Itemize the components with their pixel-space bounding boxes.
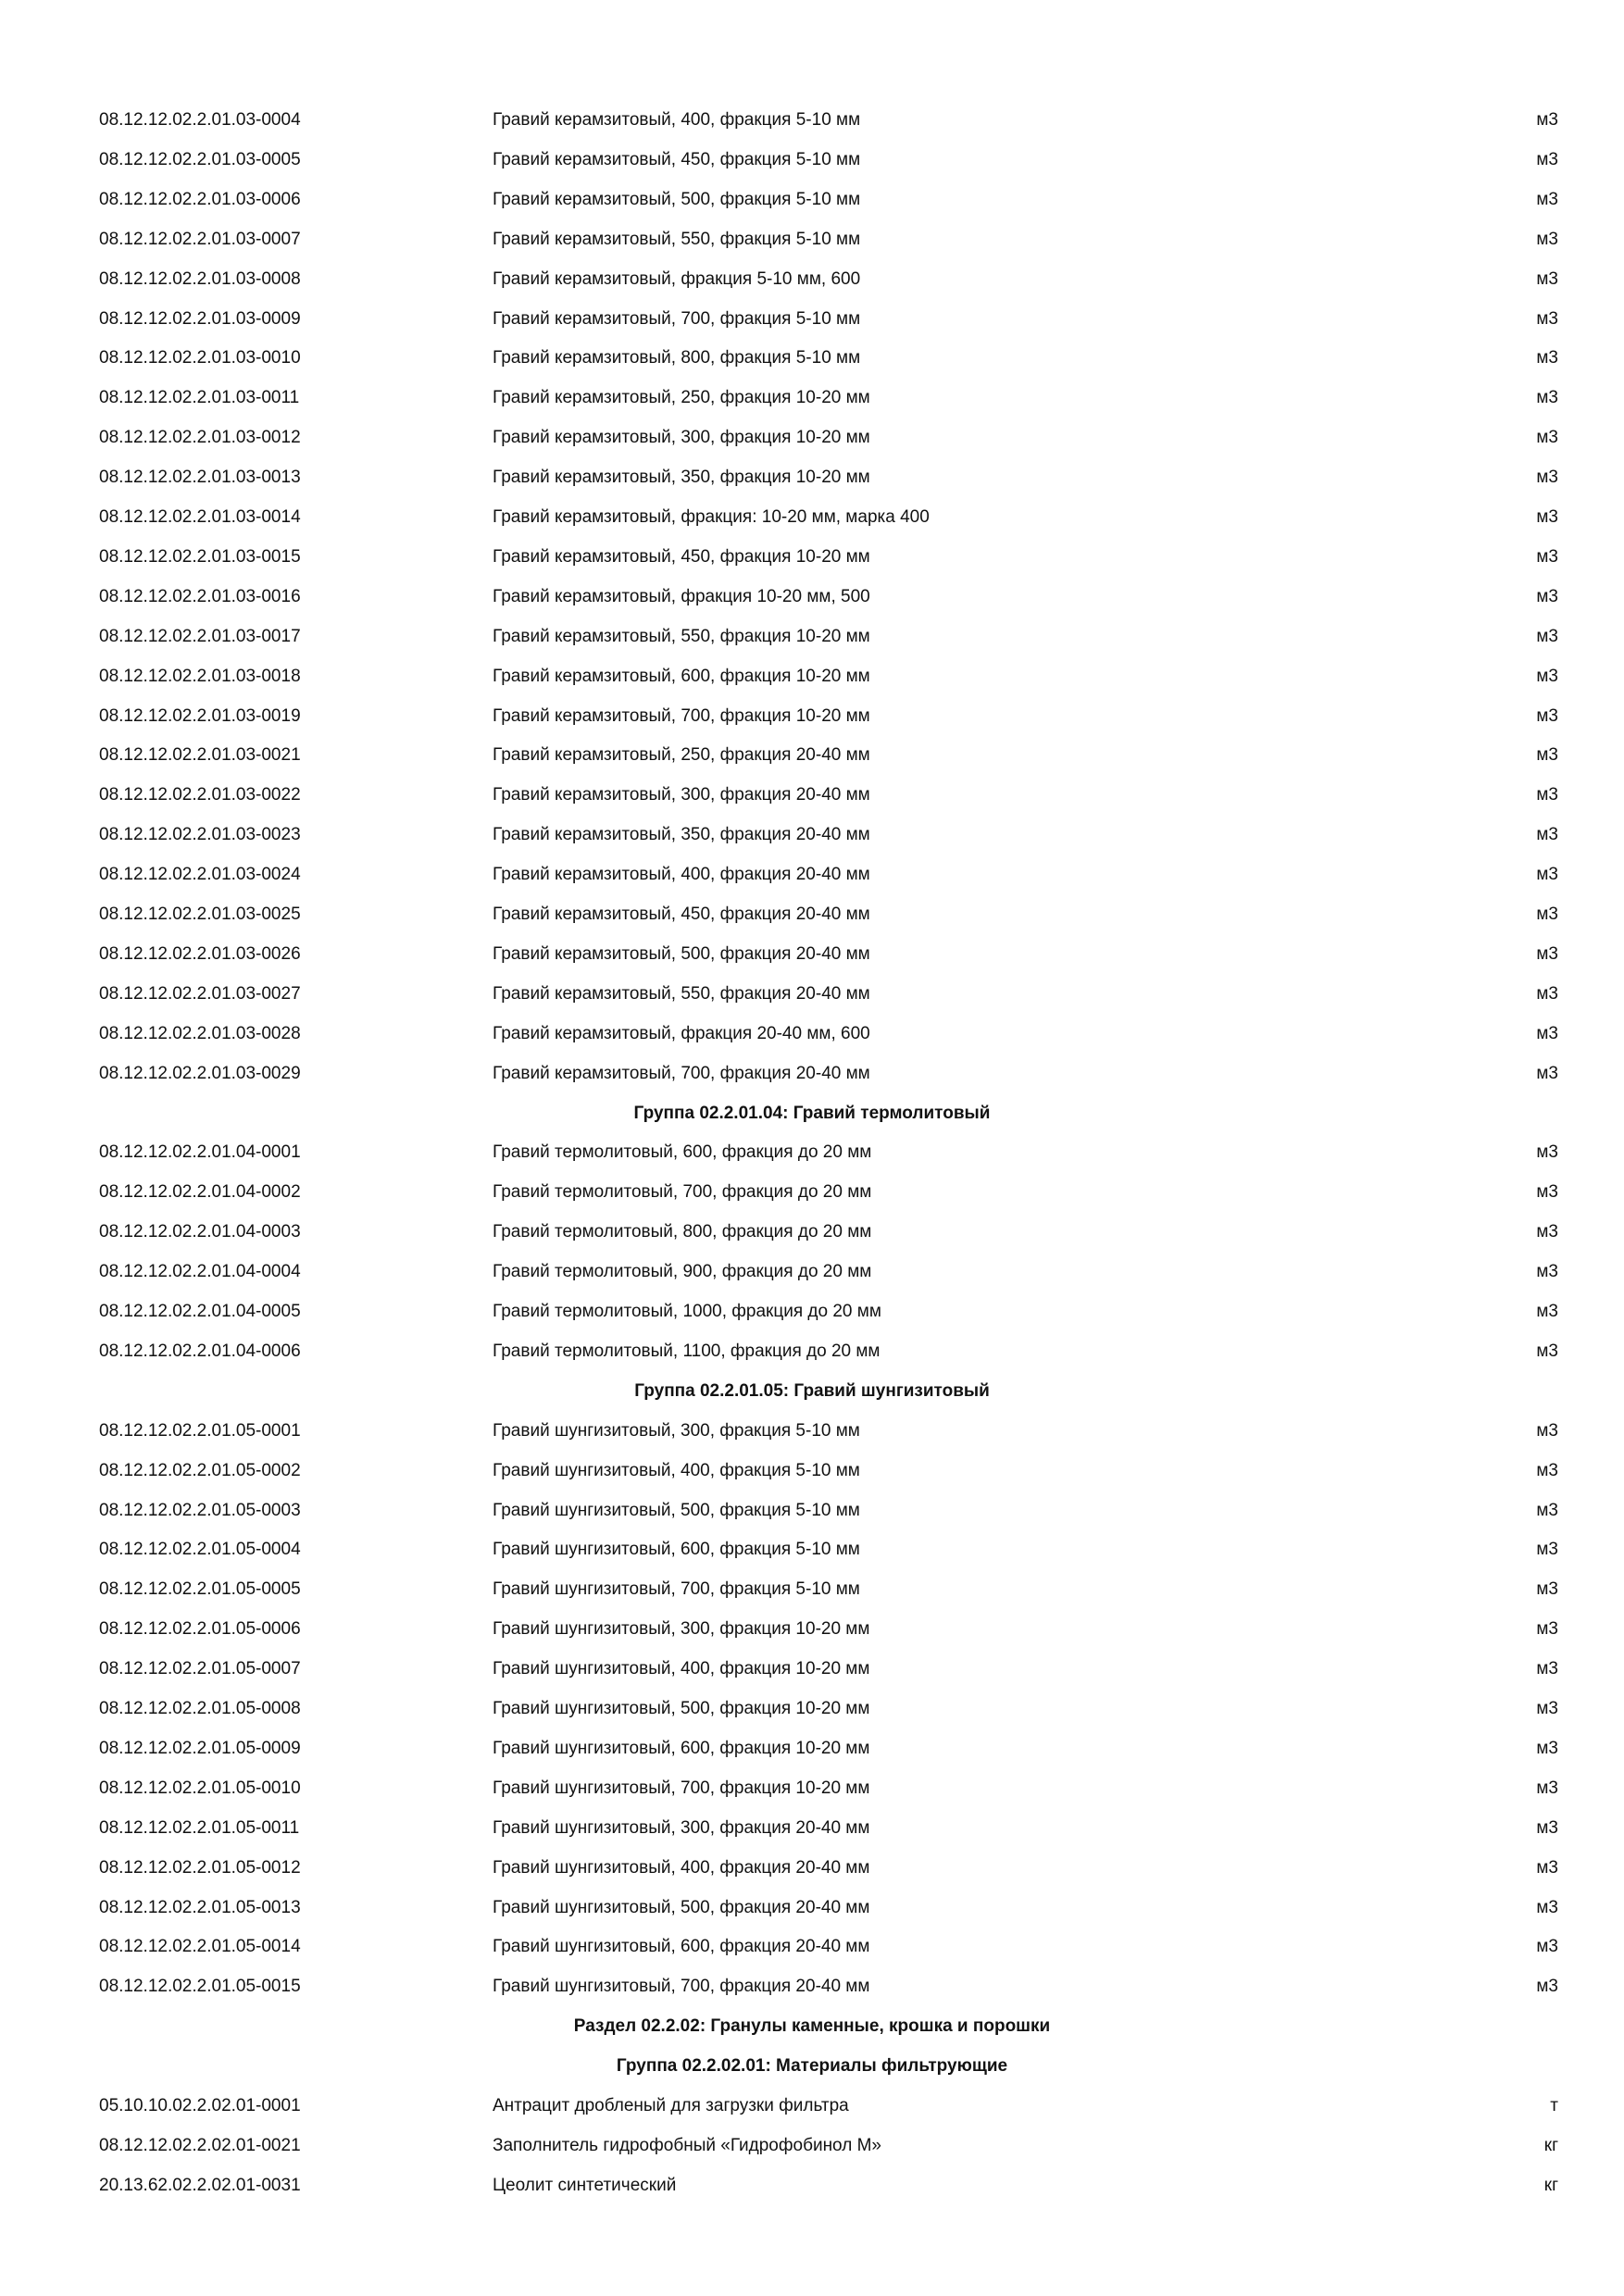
material-row bbox=[0, 140, 1624, 180]
material-code: 08.12.12.02.2.01.05-0010 bbox=[99, 1778, 301, 1798]
material-name: Гравий керамзитовый, 700, фракция 5-10 мм bbox=[493, 309, 861, 329]
material-name: Гравий керамзитовый, фракция 20-40 мм, 600 bbox=[493, 1024, 870, 1043]
material-row bbox=[0, 338, 1624, 378]
material-code: 08.12.12.02.2.01.03-0025 bbox=[99, 905, 301, 924]
material-unit: м3 bbox=[1536, 745, 1558, 765]
material-row bbox=[0, 2165, 1624, 2205]
material-unit: м3 bbox=[1536, 706, 1558, 726]
material-name: Гравий керамзитовый, 800, фракция 5-10 мм bbox=[493, 348, 861, 368]
material-row bbox=[0, 1609, 1624, 1649]
material-name: Гравий керамзитовый, 250, фракция 20-40 мм bbox=[493, 745, 870, 765]
material-code: 08.12.12.02.2.01.03-0009 bbox=[99, 309, 301, 329]
material-name: Гравий термолитовый, 1100, фракция до 20 мм bbox=[493, 1341, 881, 1361]
material-row bbox=[0, 1768, 1624, 1808]
material-row bbox=[0, 577, 1624, 617]
material-code: 08.12.12.02.2.01.05-0013 bbox=[99, 1898, 301, 1917]
material-name: Гравий керамзитовый, 400, фракция 5-10 мм bbox=[493, 110, 861, 130]
material-row bbox=[0, 378, 1624, 418]
material-row bbox=[0, 1927, 1624, 1966]
material-code: 08.12.12.02.2.01.03-0007 bbox=[99, 230, 301, 249]
material-name: Гравий термолитовый, 1000, фракция до 20 мм bbox=[493, 1302, 881, 1321]
material-code: 08.12.12.02.2.01.03-0015 bbox=[99, 547, 301, 567]
material-unit: м3 bbox=[1536, 1699, 1558, 1718]
material-name: Гравий керамзитовый, фракция 10-20 мм, 500 bbox=[493, 587, 870, 606]
material-unit: м3 bbox=[1536, 1977, 1558, 1996]
material-name: Гравий керамзитовый, 400, фракция 20-40 мм bbox=[493, 865, 870, 884]
material-unit: м3 bbox=[1536, 507, 1558, 527]
material-name: Гравий термолитовый, 900, фракция до 20 мм bbox=[493, 1262, 872, 1281]
material-row bbox=[0, 457, 1624, 497]
material-row bbox=[0, 1014, 1624, 1054]
material-name: Гравий шунгизитовый, 700, фракция 10-20 мм bbox=[493, 1778, 870, 1798]
material-name: Гравий шунгизитовый, 600, фракция 5-10 мм bbox=[493, 1540, 860, 1559]
material-name: Гравий керамзитовый, 500, фракция 5-10 мм bbox=[493, 190, 861, 209]
material-row bbox=[0, 735, 1624, 775]
material-row bbox=[0, 1491, 1624, 1530]
material-unit: м3 bbox=[1536, 547, 1558, 567]
material-unit: м3 bbox=[1536, 1659, 1558, 1678]
material-unit: м3 bbox=[1536, 667, 1558, 686]
material-unit: м3 bbox=[1536, 1064, 1558, 1083]
material-name: Гравий керамзитовый, 550, фракция 10-20 мм bbox=[493, 627, 870, 646]
material-code: 08.12.12.02.2.01.03-0023 bbox=[99, 825, 301, 844]
material-unit: м3 bbox=[1536, 1739, 1558, 1758]
material-name: Гравий шунгизитовый, 400, фракция 10-20 мм bbox=[493, 1659, 870, 1678]
material-unit: м3 bbox=[1536, 944, 1558, 964]
material-row bbox=[0, 537, 1624, 577]
material-row bbox=[0, 775, 1624, 815]
material-code: 08.12.12.02.2.01.03-0005 bbox=[99, 150, 301, 169]
material-code: 08.12.12.02.2.01.05-0007 bbox=[99, 1659, 301, 1678]
material-unit: м3 bbox=[1536, 627, 1558, 646]
material-code: 08.12.12.02.2.01.03-0027 bbox=[99, 984, 301, 1004]
material-unit: м3 bbox=[1536, 865, 1558, 884]
material-unit: м3 bbox=[1536, 1341, 1558, 1361]
material-code: 08.12.12.02.2.01.03-0019 bbox=[99, 706, 301, 726]
material-row bbox=[0, 1212, 1624, 1252]
material-name: Гравий шунгизитовый, 700, фракция 20-40 мм bbox=[493, 1977, 870, 1996]
material-code: 08.12.12.02.2.01.04-0001 bbox=[99, 1142, 301, 1162]
material-name: Гравий шунгизитовый, 600, фракция 20-40 мм bbox=[493, 1937, 870, 1956]
material-name: Гравий керамзитовый, фракция 5-10 мм, 600 bbox=[493, 269, 861, 289]
material-unit: м3 bbox=[1536, 785, 1558, 805]
material-code: 08.12.12.02.2.01.03-0008 bbox=[99, 269, 301, 289]
material-name: Гравий керамзитовый, 350, фракция 20-40 мм bbox=[493, 825, 870, 844]
material-name: Гравий шунгизитовый, 500, фракция 20-40 мм bbox=[493, 1898, 870, 1917]
material-code: 08.12.12.02.2.01.04-0003 bbox=[99, 1222, 301, 1242]
material-row bbox=[0, 180, 1624, 219]
group-heading: Группа 02.2.01.04: Гравий термолитовый bbox=[633, 1104, 991, 1123]
material-unit: м3 bbox=[1536, 1262, 1558, 1281]
material-row bbox=[0, 894, 1624, 934]
material-code: 08.12.12.02.2.01.03-0029 bbox=[99, 1064, 301, 1083]
material-name: Гравий шунгизитовый, 600, фракция 10-20 мм bbox=[493, 1739, 870, 1758]
material-name: Гравий шунгизитовый, 400, фракция 20-40 мм bbox=[493, 1858, 870, 1878]
material-code: 20.13.62.02.2.02.01-0031 bbox=[99, 2176, 301, 2195]
material-row bbox=[0, 855, 1624, 894]
material-unit: кг bbox=[1543, 2136, 1558, 2155]
material-code: 08.12.12.02.2.01.05-0002 bbox=[99, 1461, 301, 1480]
material-name: Гравий керамзитовый, 450, фракция 10-20 мм bbox=[493, 547, 870, 567]
material-row bbox=[0, 1172, 1624, 1212]
material-name: Гравий керамзитовый, 300, фракция 10-20 мм bbox=[493, 428, 870, 447]
material-code: 08.12.12.02.2.01.05-0009 bbox=[99, 1739, 301, 1758]
material-unit: м3 bbox=[1536, 1579, 1558, 1599]
material-unit: м3 bbox=[1536, 1619, 1558, 1639]
material-row bbox=[0, 1689, 1624, 1728]
material-code: 08.12.12.02.2.01.03-0021 bbox=[99, 745, 301, 765]
material-name: Гравий керамзитовый, 600, фракция 10-20 мм bbox=[493, 667, 870, 686]
material-name: Гравий шунгизитовый, 500, фракция 5-10 мм bbox=[493, 1501, 860, 1520]
material-row bbox=[0, 219, 1624, 259]
material-row bbox=[0, 1649, 1624, 1689]
material-unit: м3 bbox=[1536, 1182, 1558, 1202]
material-row bbox=[0, 418, 1624, 457]
material-unit: м3 bbox=[1536, 388, 1558, 407]
material-code: 08.12.12.02.2.01.05-0006 bbox=[99, 1619, 301, 1639]
material-code: 08.12.12.02.2.01.03-0022 bbox=[99, 785, 301, 805]
material-unit: м3 bbox=[1536, 1142, 1558, 1162]
material-code: 08.12.12.02.2.01.04-0002 bbox=[99, 1182, 301, 1202]
material-unit: т bbox=[1550, 2096, 1558, 2115]
material-row bbox=[0, 1808, 1624, 1848]
material-code: 08.12.12.02.2.01.05-0001 bbox=[99, 1421, 301, 1441]
material-code: 08.12.12.02.2.01.04-0006 bbox=[99, 1341, 301, 1361]
material-code: 08.12.12.02.2.01.05-0004 bbox=[99, 1540, 301, 1559]
material-unit: м3 bbox=[1536, 1302, 1558, 1321]
material-name: Гравий керамзитовый, 700, фракция 20-40 мм bbox=[493, 1064, 870, 1083]
material-row bbox=[0, 100, 1624, 140]
material-name: Гравий шунгизитовый, 700, фракция 5-10 мм bbox=[493, 1579, 860, 1599]
material-row bbox=[0, 974, 1624, 1014]
material-name: Гравий шунгизитовый, 400, фракция 5-10 мм bbox=[493, 1461, 860, 1480]
material-row bbox=[0, 1966, 1624, 2006]
material-unit: м3 bbox=[1536, 110, 1558, 130]
material-name: Гравий термолитовый, 700, фракция до 20 мм bbox=[493, 1182, 872, 1202]
material-unit: м3 bbox=[1536, 468, 1558, 487]
material-name: Гравий термолитовый, 800, фракция до 20 мм bbox=[493, 1222, 872, 1242]
material-unit: м3 bbox=[1536, 348, 1558, 368]
material-code: 08.12.12.02.2.01.03-0011 bbox=[99, 388, 300, 407]
material-name: Гравий керамзитовый, 500, фракция 20-40 мм bbox=[493, 944, 870, 964]
material-code: 08.12.12.02.2.01.03-0017 bbox=[99, 627, 301, 646]
material-unit: м3 bbox=[1536, 1421, 1558, 1441]
material-code: 05.10.10.02.2.02.01-0001 bbox=[99, 2096, 301, 2115]
material-unit: м3 bbox=[1536, 428, 1558, 447]
material-code: 08.12.12.02.2.01.04-0004 bbox=[99, 1262, 301, 1281]
material-row bbox=[0, 1848, 1624, 1888]
material-name: Антрацит дробленый для загрузки фильтра bbox=[493, 2096, 849, 2115]
material-unit: м3 bbox=[1536, 1024, 1558, 1043]
material-row bbox=[0, 1529, 1624, 1569]
material-row bbox=[0, 1569, 1624, 1609]
material-code: 08.12.12.02.2.01.05-0005 bbox=[99, 1579, 301, 1599]
material-row bbox=[0, 497, 1624, 537]
material-code: 08.12.12.02.2.01.05-0008 bbox=[99, 1699, 301, 1718]
material-code: 08.12.12.02.2.01.05-0014 bbox=[99, 1937, 301, 1956]
material-code: 08.12.12.02.2.01.05-0012 bbox=[99, 1858, 301, 1878]
material-code: 08.12.12.02.2.01.05-0003 bbox=[99, 1501, 301, 1520]
material-unit: м3 bbox=[1536, 230, 1558, 249]
material-code: 08.12.12.02.2.01.03-0010 bbox=[99, 348, 301, 368]
material-name: Гравий шунгизитовый, 300, фракция 5-10 мм bbox=[493, 1421, 860, 1441]
material-unit: м3 bbox=[1536, 1937, 1558, 1956]
material-unit: м3 bbox=[1536, 1461, 1558, 1480]
material-row bbox=[0, 1411, 1624, 1451]
material-row bbox=[0, 656, 1624, 696]
material-code: 08.12.12.02.2.02.01-0021 bbox=[99, 2136, 301, 2155]
material-row bbox=[0, 259, 1624, 299]
material-unit: м3 bbox=[1536, 1222, 1558, 1242]
material-unit: м3 bbox=[1536, 190, 1558, 209]
material-name: Гравий керамзитовый, фракция: 10-20 мм, марка 400 bbox=[493, 507, 930, 527]
material-row bbox=[0, 1292, 1624, 1331]
material-row bbox=[0, 815, 1624, 855]
material-code: 08.12.12.02.2.01.03-0016 bbox=[99, 587, 301, 606]
material-row bbox=[0, 2086, 1624, 2126]
material-code: 08.12.12.02.2.01.03-0028 bbox=[99, 1024, 301, 1043]
material-name: Гравий керамзитовый, 450, фракция 20-40 мм bbox=[493, 905, 870, 924]
group-heading: Группа 02.2.01.05: Гравий шунгизитовый bbox=[634, 1381, 990, 1401]
material-row bbox=[0, 1888, 1624, 1928]
material-unit: м3 bbox=[1536, 984, 1558, 1004]
material-unit: м3 bbox=[1536, 150, 1558, 169]
material-code: 08.12.12.02.2.01.03-0014 bbox=[99, 507, 301, 527]
material-name: Гравий керамзитовый, 700, фракция 10-20 мм bbox=[493, 706, 870, 726]
material-row bbox=[0, 1132, 1624, 1172]
material-code: 08.12.12.02.2.01.05-0011 bbox=[99, 1818, 300, 1838]
material-code: 08.12.12.02.2.01.03-0004 bbox=[99, 110, 301, 130]
material-name: Заполнитель гидрофобный «Гидрофобинол М» bbox=[493, 2136, 881, 2155]
material-unit: м3 bbox=[1536, 1898, 1558, 1917]
material-name: Гравий шунгизитовый, 300, фракция 10-20 мм bbox=[493, 1619, 870, 1639]
material-code: 08.12.12.02.2.01.05-0015 bbox=[99, 1977, 301, 1996]
material-row bbox=[0, 1451, 1624, 1491]
material-code: 08.12.12.02.2.01.03-0006 bbox=[99, 190, 301, 209]
material-name: Гравий керамзитовый, 550, фракция 20-40 мм bbox=[493, 984, 870, 1004]
material-unit: м3 bbox=[1536, 1778, 1558, 1798]
material-unit: м3 bbox=[1536, 905, 1558, 924]
material-unit: м3 bbox=[1536, 269, 1558, 289]
material-row bbox=[0, 1728, 1624, 1768]
material-unit: кг bbox=[1543, 2176, 1558, 2195]
material-row bbox=[0, 2126, 1624, 2165]
material-code: 08.12.12.02.2.01.04-0005 bbox=[99, 1302, 301, 1321]
material-name: Гравий шунгизитовый, 500, фракция 10-20 мм bbox=[493, 1699, 870, 1718]
material-unit: м3 bbox=[1536, 1818, 1558, 1838]
material-row bbox=[0, 1252, 1624, 1292]
material-code: 08.12.12.02.2.01.03-0018 bbox=[99, 667, 301, 686]
material-name: Цеолит синтетический bbox=[493, 2176, 677, 2195]
material-code: 08.12.12.02.2.01.03-0012 bbox=[99, 428, 301, 447]
material-name: Гравий керамзитовый, 450, фракция 5-10 мм bbox=[493, 150, 861, 169]
material-unit: м3 bbox=[1536, 825, 1558, 844]
material-name: Гравий керамзитовый, 350, фракция 10-20 мм bbox=[493, 468, 870, 487]
material-unit: м3 bbox=[1536, 1540, 1558, 1559]
material-row bbox=[0, 299, 1624, 339]
material-name: Гравий керамзитовый, 250, фракция 10-20 мм bbox=[493, 388, 870, 407]
material-unit: м3 bbox=[1536, 587, 1558, 606]
group-heading: Группа 02.2.02.01: Материалы фильтрующие bbox=[616, 2056, 1008, 2076]
material-name: Гравий шунгизитовый, 300, фракция 20-40 мм bbox=[493, 1818, 870, 1838]
material-row bbox=[0, 617, 1624, 656]
material-row bbox=[0, 696, 1624, 736]
material-row bbox=[0, 1331, 1624, 1371]
material-name: Гравий керамзитовый, 300, фракция 20-40 мм bbox=[493, 785, 870, 805]
material-row bbox=[0, 1054, 1624, 1093]
material-name: Гравий керамзитовый, 550, фракция 5-10 мм bbox=[493, 230, 861, 249]
material-unit: м3 bbox=[1536, 309, 1558, 329]
material-unit: м3 bbox=[1536, 1501, 1558, 1520]
material-row bbox=[0, 934, 1624, 974]
material-code: 08.12.12.02.2.01.03-0013 bbox=[99, 468, 301, 487]
material-code: 08.12.12.02.2.01.03-0026 bbox=[99, 944, 301, 964]
material-code: 08.12.12.02.2.01.03-0024 bbox=[99, 865, 301, 884]
material-name: Гравий термолитовый, 600, фракция до 20 мм bbox=[493, 1142, 872, 1162]
group-heading: Раздел 02.2.02: Гранулы каменные, крошка и порошки bbox=[573, 2016, 1051, 2036]
material-unit: м3 bbox=[1536, 1858, 1558, 1878]
